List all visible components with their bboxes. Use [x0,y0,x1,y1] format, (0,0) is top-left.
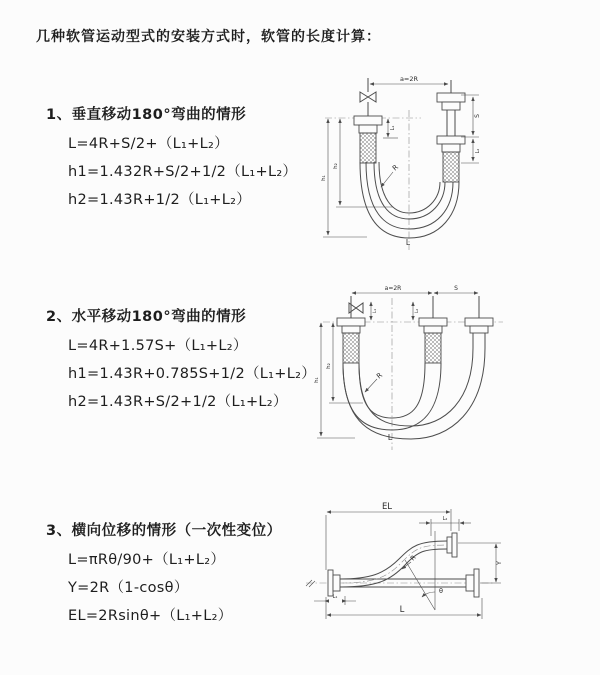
left-pipe-assembly [354,78,382,163]
dim-label-el: EL [381,502,393,512]
dim-label-l2: L₂ [415,308,420,314]
pipe-break-mark [306,580,315,587]
dim-label-length: L [405,238,411,247]
dim-label-s: S [454,285,458,292]
left-pipe-assembly [337,296,365,363]
section-heading: 3、横向位移的情形（一次性变位） [46,523,282,539]
diagram-horizontal-180-bend [303,280,535,457]
dim-label-h2: h₂ [333,163,339,169]
dimension-lines [314,502,503,619]
dim-label-length: L [399,605,405,615]
dim-label-h1: h₁ [314,377,320,383]
section-horizontal-movement [46,305,316,421]
section-vertical-movement [46,103,297,219]
dim-label-l2: L₂ [475,148,481,154]
dim-label-length: L [387,433,393,442]
dim-label-r: R [408,553,418,563]
dim-label-span: a=2R [384,285,402,292]
dim-label-l1: L₁ [390,125,396,131]
diagram-lateral-displacement [298,498,535,630]
diagram-vertical-180-bend [303,66,535,256]
formula-line: h1=1.432R+S/2+1/2（L₁+L₂） [68,164,298,180]
formula-list [46,135,297,209]
middle-pipe-assembly [419,296,447,363]
formula-line: EL=2Rsinθ+（L₁+L₂） [68,608,233,624]
formula-line: h1=1.43R+0.785S+1/2（L₁+L₂） [68,366,317,382]
dim-label-h2: h₂ [326,363,332,369]
formula-line: h2=1.43R+S/2+1/2（L₁+L₂） [68,394,288,410]
dim-label-r: R [375,371,385,381]
dim-label-r: R [390,163,400,173]
dim-label-l2: L₂ [442,516,448,522]
dim-label-y: Y [495,561,503,565]
dim-label-l1: L₁ [332,594,338,600]
page-title: 几种软管运动型式的安装方式时，软管的长度计算： [36,29,381,45]
dim-label-s: S [474,114,481,118]
formula-list [46,551,282,625]
dimension-lines [314,285,478,442]
right-pipe-assembly [465,296,493,348]
section-heading: 1、垂直移动180°弯曲的情形 [46,107,247,123]
section-heading: 2、水平移动180°弯曲的情形 [46,309,247,325]
right-pipe-assembly [437,80,465,182]
valve-icon [360,92,376,102]
formula-list [46,337,316,411]
dim-label-theta: θ [439,587,443,595]
formula-line: h2=1.43R+1/2（L₁+L₂） [68,192,252,208]
formula-line: L=4R+1.57S+（L₁+L₂） [68,338,248,354]
dim-label-l1: L₁ [373,308,378,314]
formula-line: L=πRθ/90+（L₁+L₂） [68,552,226,568]
hose-curves [343,348,485,439]
dim-label-h1: h₁ [321,175,327,181]
formula-line: Y=2R（1-cosθ） [68,580,189,596]
section-lateral-displacement [46,519,282,635]
formula-line: L=4R+S/2+（L₁+L₂） [68,136,229,152]
dim-label-span: a=2R [399,75,419,83]
